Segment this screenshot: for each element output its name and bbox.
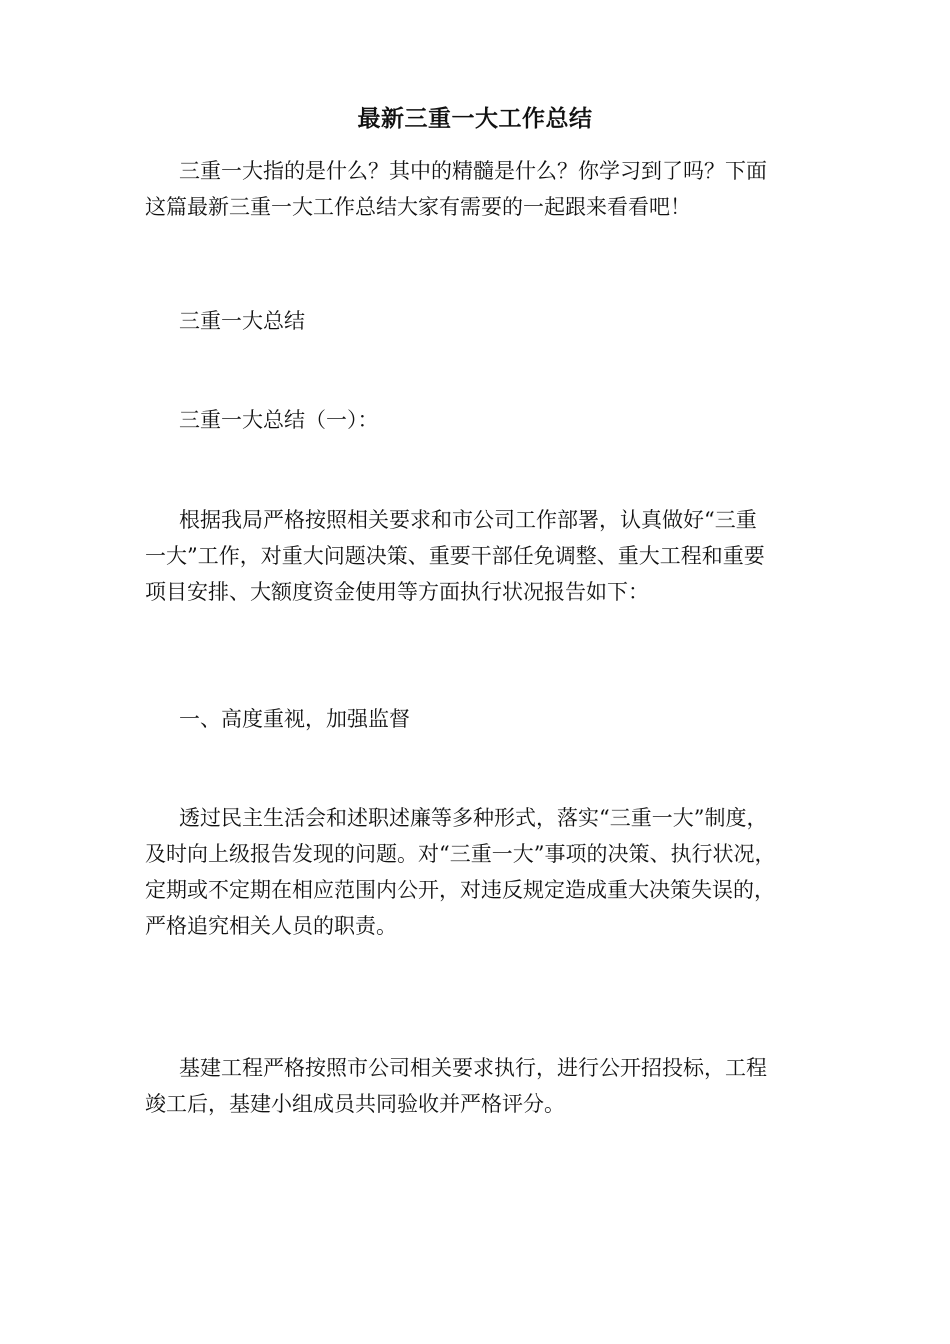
- section-heading-summary-one: [145, 402, 817, 438]
- paragraph-line: 及时向上级报告发现的问题。对“三重一大”事项的决策、执行状况，: [145, 842, 776, 866]
- paragraph-line: 竣工后，基建小组成员共同验收并严格评分。: [145, 1092, 565, 1116]
- paragraph-line: 这篇最新三重一大工作总结大家有需要的一起跟来看看吧！: [145, 195, 691, 219]
- document-title: 最新三重一大工作总结: [357, 105, 593, 132]
- paragraph-line: 透过民主生活会和述职述廉等多种形式，落实“三重一大”制度，: [179, 806, 768, 830]
- paragraph-line: 定期或不定期在相应范围内公开，对违反规定造成重大决策失误的，: [145, 878, 775, 902]
- paragraph-line: 三重一大指的是什么？其中的精髓是什么？你学习到了吗？下面: [179, 159, 767, 183]
- paragraph-report: [145, 502, 817, 610]
- section-heading-summary: [145, 303, 817, 339]
- paragraph-construction: [145, 1050, 817, 1122]
- paragraph-line: 三重一大总结: [179, 309, 305, 333]
- paragraph-line: 基建工程严格按照市公司相关要求执行，进行公开招投标，工程: [179, 1056, 767, 1080]
- paragraph-line: 三重一大总结（一）：: [179, 408, 379, 432]
- paragraph-implementation: [145, 800, 817, 944]
- paragraph-line: 项目安排、大额度资金使用等方面执行状况报告如下：: [145, 580, 649, 604]
- paragraph-line: 根据我局严格按照相关要求和市公司工作部署，认真做好“三重: [179, 508, 757, 532]
- paragraph-line: 严格追究相关人员的职责。: [145, 914, 397, 938]
- paragraph-line: 一大”工作，对重大问题决策、重要干部任免调整、重大工程和重要: [145, 544, 765, 568]
- paragraph-line: 一、高度重视，加强监督: [179, 707, 410, 731]
- paragraph-intro: [145, 153, 817, 225]
- section-heading-supervision: [145, 701, 817, 737]
